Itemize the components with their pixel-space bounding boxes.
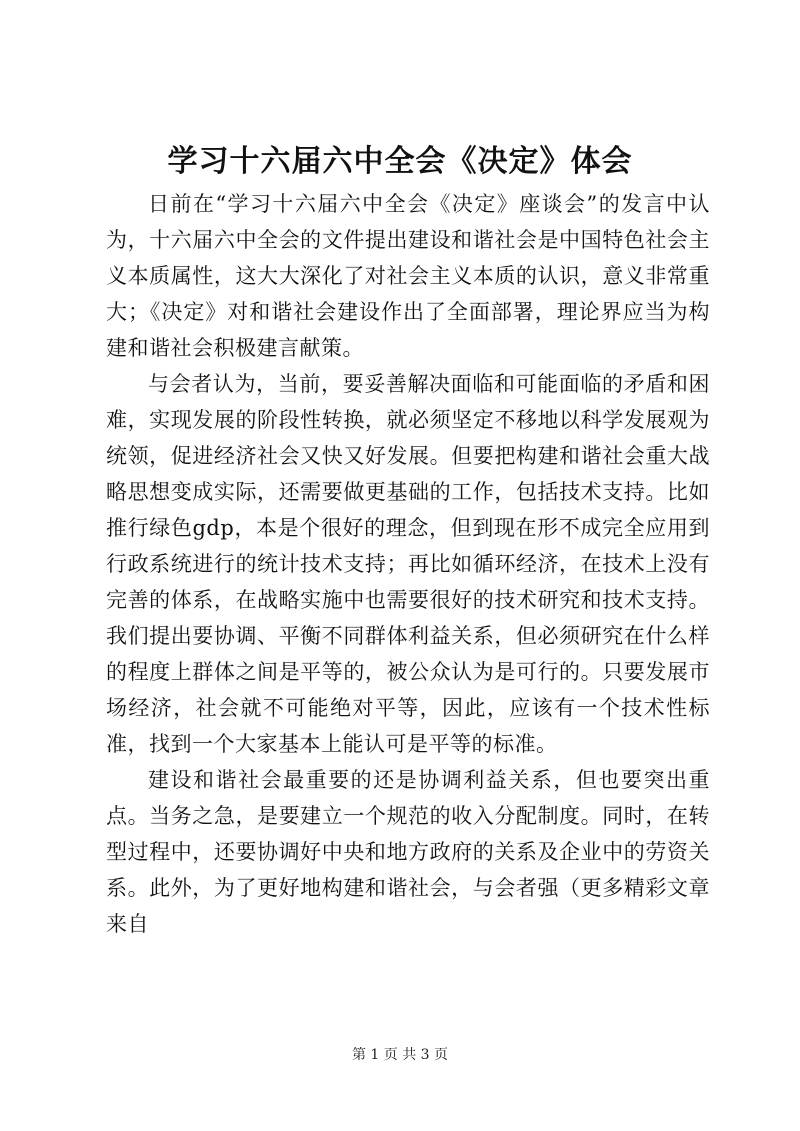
document-body: [106, 186, 710, 942]
paragraph-3: 建设和谐社会最重要的还是协调利益关系，但也要突出重点。当务之急，是要建立一个规范的收入分配制度。同时，在转型过程中，还要协调好中央和地方政府的关系及企业中的劳资关系。此外，为了更好地构建和谐社会，与会者强（更多精彩文章来自: [106, 768, 710, 936]
page-footer: 第 1 页 共 3 页: [351, 1047, 449, 1063]
paragraph-1: 日前在“学习十六届六中全会《决定》座谈会”的发言中认为，十六届六中全会的文件提出建设和谐社会是中国特色社会主义本质属性，这大大深化了对社会主义本质的认识，意义非常重大；《决定》对和谐社会建设作出了全面部署，理论界应当为构建和谐社会积极建言献策。: [106, 192, 710, 360]
paragraph-2: 与会者认为，当前，要妥善解决面临和可能面临的矛盾和困难，实现发展的阶段性转换，就必须坚定不移地以科学发展观为统领，促进经济社会又快又好发展。但要把构建和谐社会重大战略思想变成实际，还需要做更基础的工作，包括技术支持。比如推行绿色gdp，本是个很好的理念，但到现在形不成完全应用到行政系统进行的统计技术支持；再比如循环经济，在技术上没有完善的体系，在战略实施中也需要很好的技术研究和技术支持。我们提出要协调、平衡不同群体利益关系，但必须研究在什么样的程度上群体之间是平等的，被公众认为是可行的。只要发展市场经济，社会就不可能绝对平等，因此，应该有一个技术性标准，找到一个大家基本上能认可是平等的标准。: [106, 372, 710, 756]
document-title: 学习十六届六中全会《决定》体会: [167, 144, 633, 179]
